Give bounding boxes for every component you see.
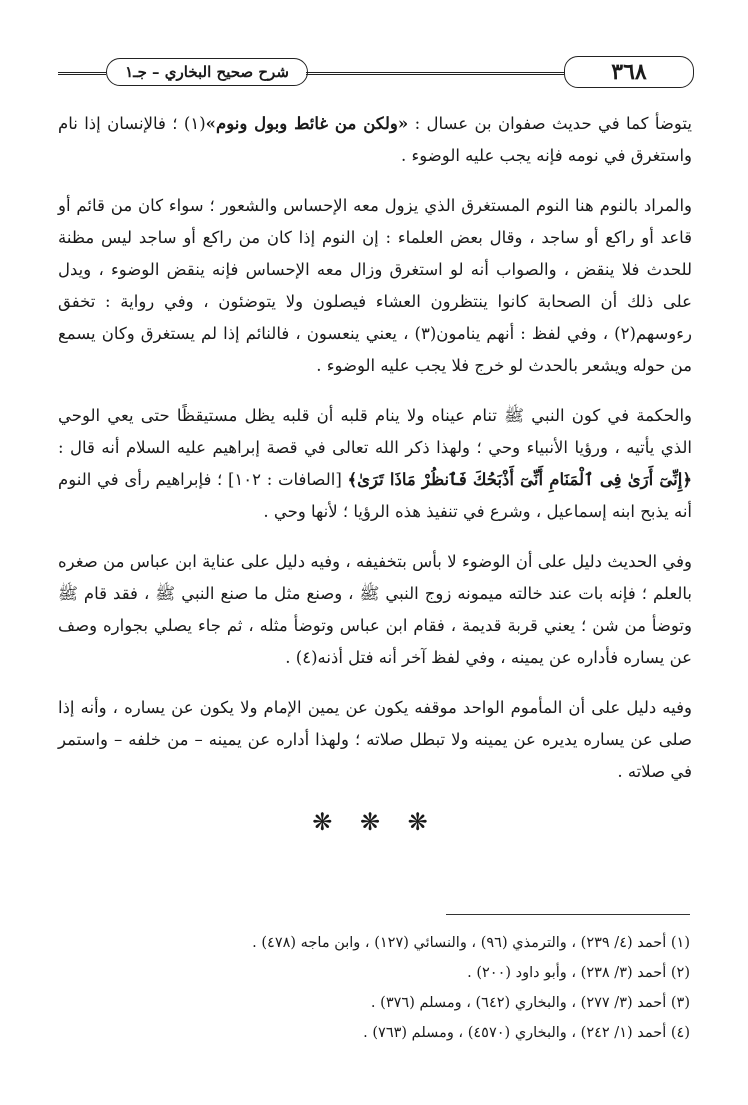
paragraph-5: وفيه دليل على أن المأموم الواحد موقفه يكون عن يمين الإمام ولا يكون عن يساره ، وأنه إذا صلى عن يساره يديره عن يمينه ولا تبطل صلاته ؛ ولهذا أداره عن يمينه – من خلفه – واستمر في صلاته .: [58, 698, 692, 781]
footnote-2: (٢) أحمد (٣/ ٢٣٨) ، وأبو داود (٢٠٠) .: [467, 965, 690, 981]
paragraph-2: والمراد بالنوم هنا النوم المستغرق الذي يزول معه الإحساس والشعور ؛ سواء كان من قائم أو قاعد أو راكع أو ساجد ، وقال بعض العلماء : إن النوم إذا كان من راكع أو ساجد ليس مظنة للحدث فلا ينقض ، والصواب أنه لو استغرق وزال معه الإحساس فإنه ينقض الوضوء ، ويدل على ذلك أن الصحابة كانوا ينتظرون العشاء فيصلون ولا يتوضئون ، وفي رواية : تخفق رءوسهم(٢) ، وفي لفظ : أنهم ينامون(٣) ، يعني ينعسون ، فالنائم إذا لم يستغرق وكان يسمع من حوله ويشعر بالحدث لو خرج فلا يجب عليه الوضوء .: [58, 196, 692, 375]
footnotes: [58, 928, 690, 1048]
paragraph-1: [58, 108, 692, 172]
footnote-4: (٤) أحمد (١/ ٢٤٢) ، والبخاري (٤٥٧٠) ، ومسلم (٧٦٣) .: [363, 1025, 690, 1041]
page-number: ٣٦٨: [564, 56, 694, 88]
footnote-1: (١) أحمد (٤/ ٢٣٩) ، والترمذي (٩٦) ، والنسائي (١٢٧) ، وابن ماجه (٤٧٨) .: [252, 935, 690, 951]
header-rule-middle: [306, 72, 564, 75]
paragraph-1-before: يتوضأ كما في حديث صفوان بن عسال :: [408, 114, 692, 133]
footnote-rule: [446, 914, 690, 915]
paragraph-3-before: والحكمة في كون النبي ﷺ تنام عيناه ولا ينام قلبه أن قلبه يظل مستيقظًا حتى يعي الوحي الذي يأتيه ، ورؤيا الأنبياء وحي ؛ ولهذا ذكر الله تعالى في قصة إبراهيم عليه السلام أنه قال :: [58, 406, 692, 457]
paragraph-3-after: [الصافات : ١٠٢] ؛ فإبراهيم رأى في النوم أنه يذبح ابنه إسماعيل ، وشرع في تنفيذ هذه الرؤيا ؛ لأنها وحي .: [58, 470, 692, 521]
hadith-quote: «ولكن من غائط وبول ونوم»: [205, 114, 409, 133]
body-text: [58, 108, 692, 838]
quran-verse: ﴿إِنِّىٓ أَرَىٰ فِى ٱلْمَنَامِ أَنِّىٓ أَذْبَحُكَ فَٱنظُرْ مَاذَا تَرَىٰ﴾: [347, 470, 692, 489]
paragraph-4: وفي الحديث دليل على أن الوضوء لا بأس بتخفيفه ، وفيه دليل على عناية ابن عباس من صغره بالعلم ؛ فإنه بات عند خالته ميمونه زوج النبي ﷺ ، وصنع مثل ما صنع النبي ﷺ ، فقد قام ﷺ وتوضأ من شن ؛ يعني قربة قديمة ، فقام ابن عباس وتوضأ مثله ، ثم جاء يصلي بجواره وصف عن يساره فأداره عن يمينه ، وفي لفظ آخر أنه فتل أذنه(٤) .: [58, 552, 692, 667]
paragraph-3: [58, 400, 692, 528]
header-rule-left: [58, 72, 106, 75]
paragraph-1-after: (١) ؛ فالإنسان إذا نام واستغرق في نومه فإنه يجب عليه الوضوء .: [58, 114, 692, 165]
section-separator: ❋ ❋ ❋: [312, 808, 438, 836]
book-title: شرح صحيح البخاري – جـ١: [106, 58, 308, 86]
page-header: [58, 52, 692, 92]
footnote-3: (٣) أحمد (٣/ ٢٧٧) ، والبخاري (٦٤٢) ، ومسلم (٣٧٦) .: [370, 995, 690, 1011]
